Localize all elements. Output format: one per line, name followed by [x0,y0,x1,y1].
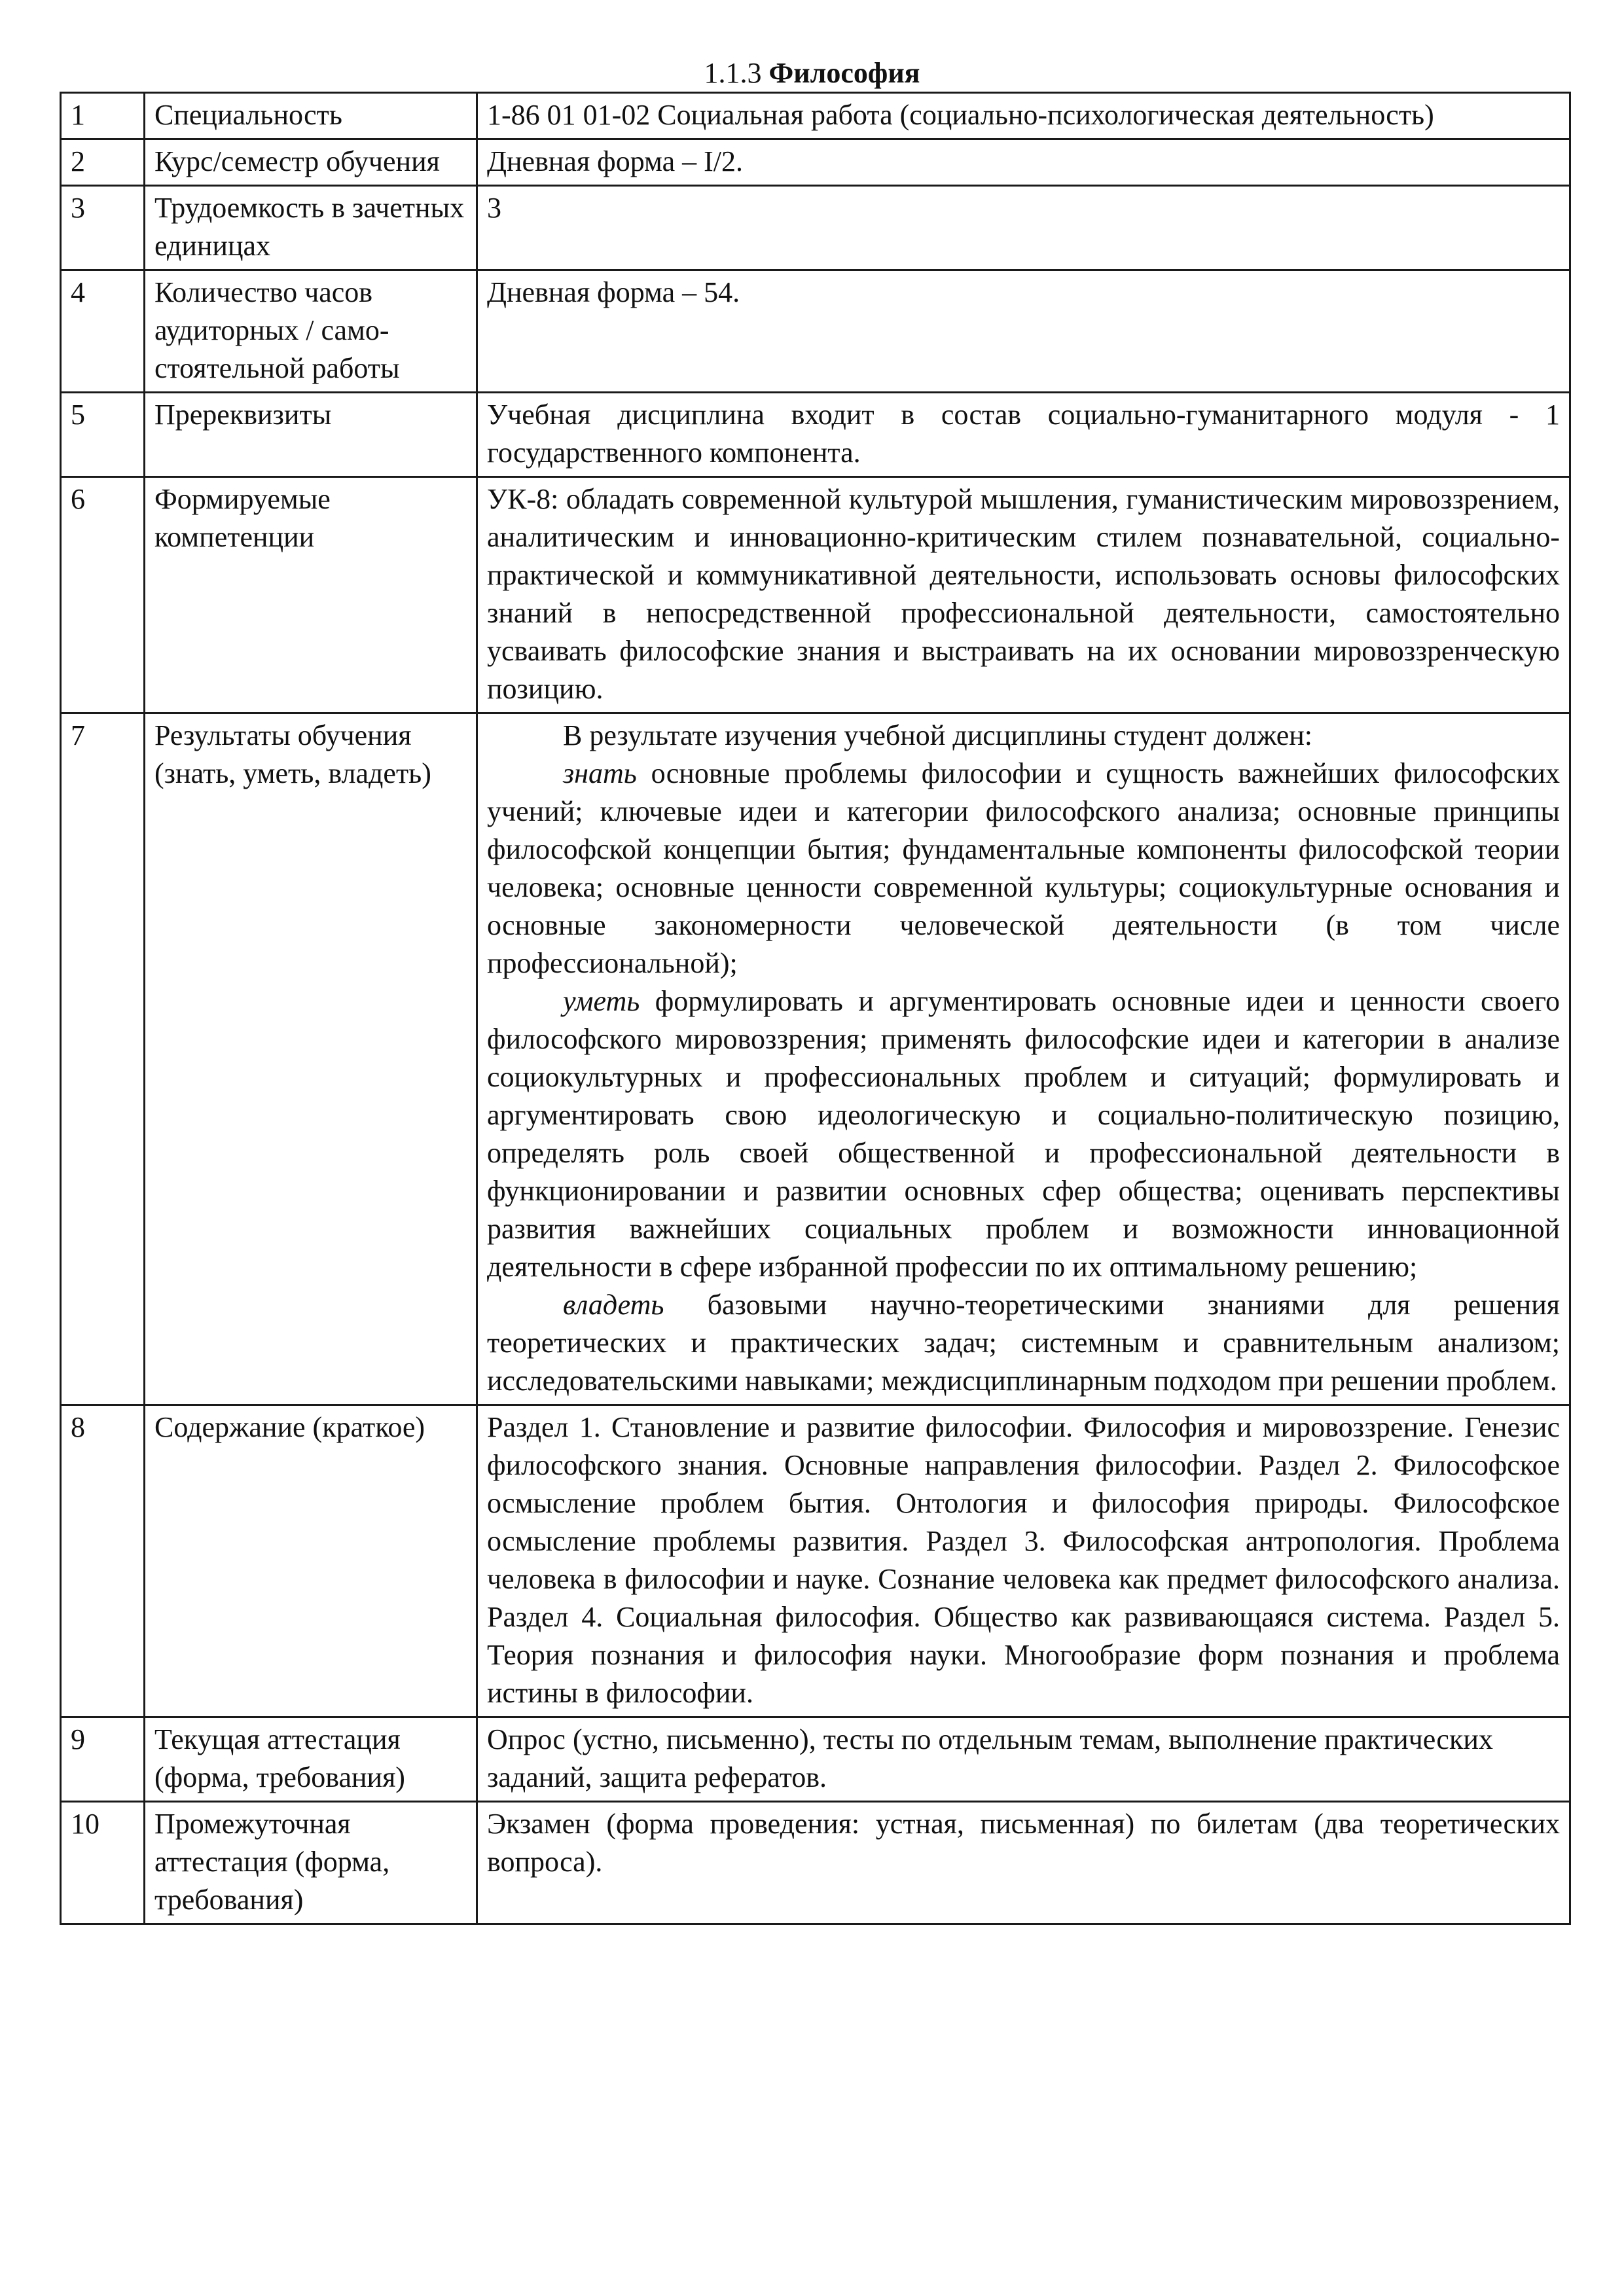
row-label: Пререквизиты [145,393,477,477]
row-number: 5 [61,393,145,477]
row-label: Трудоемкость в зачетных единицах [145,186,477,270]
row-label: Формируемые компетенции [145,477,477,713]
row-number: 10 [61,1802,145,1924]
row-label: Специальность [145,93,477,139]
can-text: формулировать и аргументировать основные идеи и ценности своего философского мировоззрения; применять философские идеи и категории в анализе социокультурных и профессиональных проблем и ситуаций; формулировать и аргументировать свою идеологическую и социально-политическую позицию, определять роль своей общественной и профессиональной деятельности в функционировании и развитии основных сфер общества; оценивать перспективы развития важнейших социальных проблем и возможности инновационной деятельности в сфере избранной профессии по их оптимальному решению; [487,985,1560,1283]
table-row [61,270,1570,393]
row-number: 7 [61,713,145,1405]
own-term: владеть [563,1289,664,1321]
row-number: 4 [61,270,145,393]
row-value: Опрос (устно, письменно), тесты по отдельным темам, выполнение практических заданий, защита рефератов. [477,1717,1570,1802]
row-value: 1-86 01 01-02 Социальная работа (социально-психологическая деятельность) [477,93,1570,139]
row-label: Содержание (краткое) [145,1405,477,1717]
row-value: 3 [477,186,1570,270]
know-text: основные проблемы философии и сущность важнейших философских учений; ключевые идеи и категории философского анализа; основные принципы философской концепции бытия; фундаментальные компоненты философской теории человека; основные ценности современной культуры; социокультурные основания и основные закономерности человеческой деятельности (в том числе профессиональной); [487,757,1560,979]
document-title [0,55,1624,92]
results-intro: В результате изучения учебной дисциплины студент должен: [563,719,1313,751]
row-value: Экзамен (форма проведения: устная, письменная) по билетам (два теоретических вопроса). [477,1802,1570,1924]
row-value: Раздел 1. Становление и развитие философии. Философия и мировоззрение. Генезис философского знания. Основные направления философии. Раздел 2. Философское осмысление проблем бытия. Онтология и философия природы. Философское осмысление проблемы развития. Раздел 3. Философская антропология. Проблема человека в философии и науке. Сознание человека как предмет философского анализа. Раздел 4. Социальная философия. Общество как развивающаяся система. Раздел 5. Теория познания и философия науки. Многообразие форм познания и проблема истины в философии. [477,1405,1570,1717]
row-value: Дневная форма – I/2. [477,139,1570,186]
row-number: 2 [61,139,145,186]
own-text: базовыми научно-теоретическими знаниями для решения теоретических и практических задач; системным и сравнительным анализом; исследовательскими навыками; междисциплинарным подходом при решении проблем. [487,1289,1560,1397]
row-label: Результаты обучения (знать, уметь, владеть) [145,713,477,1405]
title-number: 1.1.3 [704,57,762,89]
row-value [477,713,1570,1405]
table-row [61,1717,1570,1802]
row-label: Количество часов аудиторных / само-стоятельной работы [145,270,477,393]
results-can [487,982,1560,1286]
results-own [487,1286,1560,1400]
row-value: Учебная дисциплина входит в состав социально-гуманитарного модуля - 1 государственного компонента. [477,393,1570,477]
table-row [61,1405,1570,1717]
row-number: 3 [61,186,145,270]
row-label: Курс/семестр обучения [145,139,477,186]
table-row [61,93,1570,139]
table-row [61,139,1570,186]
can-term: уметь [563,985,640,1017]
row-value: Дневная форма – 54. [477,270,1570,393]
table-row [61,713,1570,1405]
results-know [487,755,1560,982]
title-text: Философия [768,57,920,89]
row-number: 9 [61,1717,145,1802]
row-value: УК-8: обладать современной культурой мышления, гуманистическим мировоззрением, аналитическим и инновационно-критическим стилем познавательной, социально-практической и коммуникативной деятельности, использовать основы философских знаний в непосредственной профессиональной деятельности, самостоятельно усваивать философские знания и выстраивать на их основании мировоззренческую позицию. [477,477,1570,713]
table-row [61,186,1570,270]
discipline-table [60,92,1571,1925]
table-row [61,393,1570,477]
row-number: 1 [61,93,145,139]
row-number: 6 [61,477,145,713]
row-label: Текущая аттестация (форма, требования) [145,1717,477,1802]
table-row [61,477,1570,713]
row-label: Промежуточная аттестация (форма, требования) [145,1802,477,1924]
table-row [61,1802,1570,1924]
row-number: 8 [61,1405,145,1717]
know-term: знать [563,757,637,789]
